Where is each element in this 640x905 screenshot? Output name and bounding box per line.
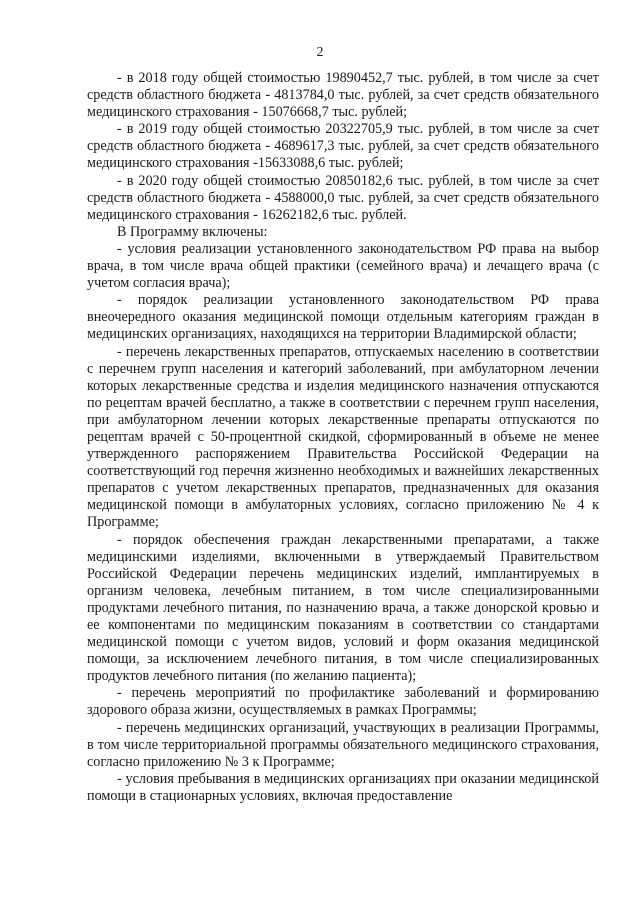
paragraph-priority-care: - порядок реализации установленного законодательством РФ права внеочередного оказания медицинской помощи отдельным категориям граждан в медицинских организациях, находящихся на территории Владимирской области; bbox=[87, 292, 599, 343]
document-body bbox=[87, 70, 599, 805]
paragraph-doctor-choice: - условия реализации установленного законодательством РФ права на выбор врача, в том числе врача общей практики (семейного врача) и лечащего врача (с учетом согласия врача); bbox=[87, 240, 599, 292]
paragraph-2019-cost: - в 2019 году общей стоимостью 20322705,9 тыс. рублей, в том числе за счет средств областного бюджета - 4689617,3 тыс. рублей, за счет средств обязательного медицинского страхования -15633088,6 тыс. рублей; bbox=[87, 121, 599, 172]
paragraph-drug-list: - перечень лекарственных препаратов, отпускаемых населению в соответствии с перечнем групп населения и категорий заболеваний, при амбулаторном лечении которых лекарственные средства и изделия медицинского назначения отпускаются по рецептам врачей бесплатно, а также в соответствии с перечнем групп населения, при амбулаторном лечении которых лекарственные препараты отпускаются по рецептам врачей с 50-процентной скидкой, сформированный в объеме не менее утвержденного распоряжением Правительства Российской Федерации на соответствующий год перечня жизненно необходимых и важнейших лекарственных препаратов с учетом лекарственных препаратов, предназначенных для оказания медицинской помощи в амбулаторных условиях, согласно приложению № 4 к Программе; bbox=[87, 343, 599, 531]
paragraph-2020-cost: - в 2020 году общей стоимостью 20850182,6 тыс. рублей, в том числе за счет средств областного бюджета - 4588000,0 тыс. рублей, за счет средств обязательного медицинского страхования - 16262182,6 тыс. рублей. bbox=[87, 172, 599, 223]
paragraph-2018-cost: - в 2018 году общей стоимостью 19890452,7 тыс. рублей, в том числе за счет средств областного бюджета - 4813784,0 тыс. рублей, за счет средств обязательного медицинского страхования - 15076668,7 тыс. рублей; bbox=[87, 70, 599, 121]
paragraph-medical-organizations: - перечень медицинских организаций, участвующих в реализации Программы, в том числе территориальной программы обязательного медицинского страхования, согласно приложению № 3 к Программе; bbox=[87, 719, 599, 770]
paragraph-prevention: - перечень мероприятий по профилактике заболеваний и формированию здорового образа жизни, осуществляемых в рамках Программы; bbox=[87, 685, 599, 719]
paragraph-inpatient-conditions: - условия пребывания в медицинских организациях при оказании медицинской помощи в стационарных условиях, включая предоставление bbox=[87, 770, 599, 804]
paragraph-drug-provision: - порядок обеспечения граждан лекарственными препаратами, а также медицинскими изделиями, включенными в утверждаемый Правительством Российской Федерации перечень медицинских изделий, имплантируемых в организм человека, лечебным питанием, в том числе специализированными продуктами лечебного питания, по назначению врача, а также донорской кровью и ее компонентами по медицинским показаниям в соответствии со стандартами медицинской помощи с учетом видов, условий и форм оказания медицинской помощи, за исключением лечебного питания, в том числе специализированных продуктов лечебного питания (по желанию пациента); bbox=[87, 531, 599, 685]
paragraph-program-includes: В Программу включены: bbox=[117, 223, 268, 240]
page-number: 2 bbox=[316, 45, 324, 60]
